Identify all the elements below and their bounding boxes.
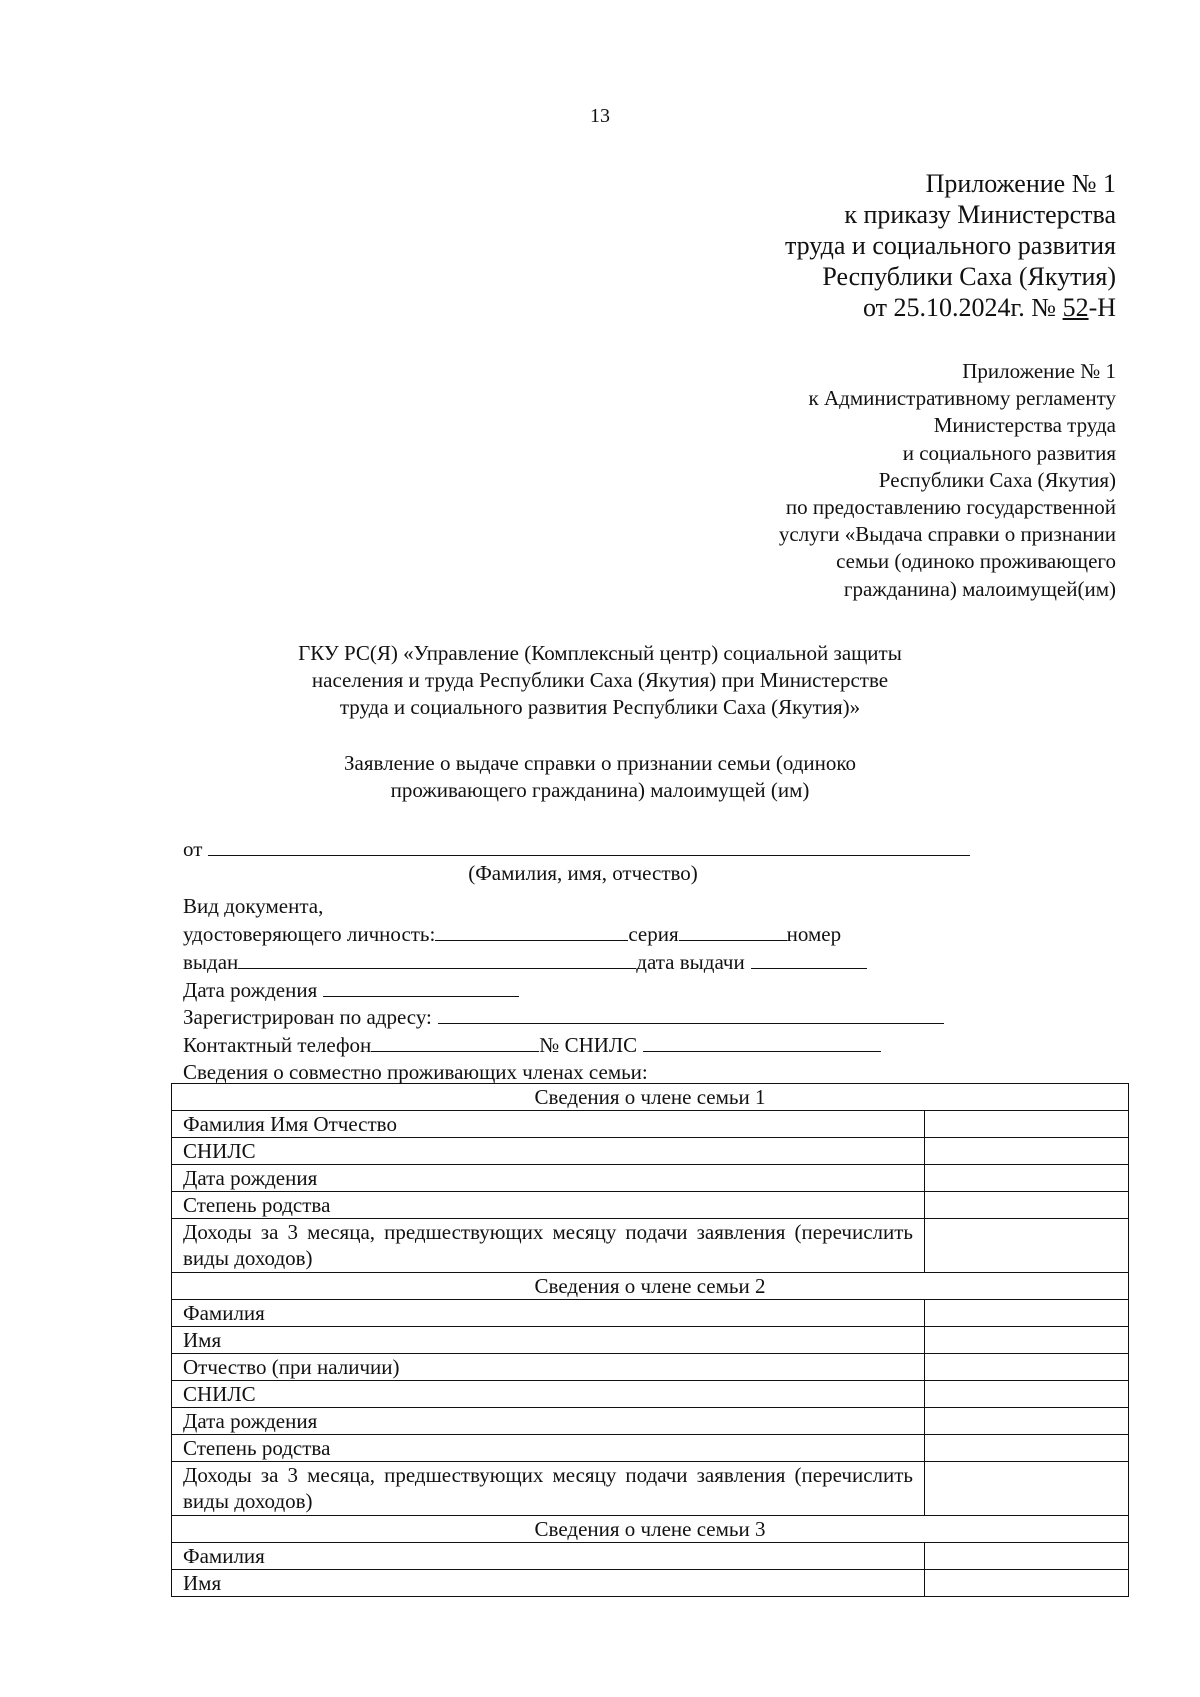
- row-value-cell[interactable]: [925, 1138, 1129, 1165]
- page-number: 13: [590, 105, 610, 127]
- table-row: [172, 1435, 1129, 1462]
- row-value-cell[interactable]: [925, 1435, 1129, 1462]
- appendix-regulation-line: семьи (одиноко проживающего: [836, 549, 1116, 574]
- issued-label: выдан: [183, 950, 239, 974]
- identity-row: [183, 921, 841, 947]
- appendix-order-date-line: [556, 292, 1116, 323]
- table-row: [172, 1111, 1129, 1138]
- row-value-cell[interactable]: [925, 1111, 1129, 1138]
- table-row: [172, 1462, 1129, 1516]
- row-label: Дата рождения: [172, 1408, 925, 1435]
- appendix-order-line: к приказу Министерства: [844, 200, 1116, 229]
- row-value-cell[interactable]: [925, 1408, 1129, 1435]
- row-label: СНИЛС: [172, 1381, 925, 1408]
- application-title: [0, 750, 1200, 804]
- appendix-order-header: [556, 168, 1116, 323]
- table-row: [172, 1138, 1129, 1165]
- appendix-regulation-header: [556, 358, 1116, 603]
- organization-line: ГКУ РС(Я) «Управление (Комплексный центр) социальной защиты: [298, 641, 902, 665]
- address-field[interactable]: [438, 1005, 944, 1024]
- row-value-cell[interactable]: [925, 1165, 1129, 1192]
- row-value-cell[interactable]: [925, 1381, 1129, 1408]
- row-value-cell[interactable]: [925, 1570, 1129, 1597]
- order-suffix: -Н: [1088, 293, 1116, 322]
- row-label: Фамилия Имя Отчество: [172, 1111, 925, 1138]
- appendix-regulation-line: Приложение № 1: [962, 359, 1116, 383]
- row-label: Доходы за 3 месяца, предшествующих месяцу подачи заявления (перечислить виды доходов): [172, 1219, 925, 1273]
- table-row: [172, 1381, 1129, 1408]
- appendix-order-line: труда и социального развития: [784, 231, 1116, 260]
- organization-line: труда и социального развития Республики Саха (Якутия)»: [339, 695, 861, 719]
- birth-date-field[interactable]: [323, 978, 519, 997]
- number-label: номер: [786, 922, 842, 946]
- appendix-regulation-line: Республики Саха (Якутия): [878, 467, 1116, 492]
- table-section-header: [172, 1273, 1129, 1300]
- appendix-regulation-line: Министерства труда: [933, 413, 1116, 438]
- row-label: Фамилия: [172, 1543, 925, 1570]
- series-field[interactable]: [679, 922, 787, 941]
- section-heading: Сведения о члене семьи 3: [172, 1516, 1129, 1543]
- issue-date-field[interactable]: [751, 950, 867, 969]
- appendix-order-line: Приложение № 1: [925, 169, 1116, 198]
- birth-date-label: Дата рождения: [183, 978, 318, 1002]
- appendix-regulation-line: и социального развития: [902, 440, 1116, 465]
- row-label: Фамилия: [172, 1300, 925, 1327]
- birth-date-row: [183, 977, 519, 1003]
- row-label: Степень родства: [172, 1192, 925, 1219]
- row-label: Степень родства: [172, 1435, 925, 1462]
- table-row: [172, 1192, 1129, 1219]
- phone-field[interactable]: [371, 1033, 539, 1052]
- from-label: от: [183, 837, 203, 861]
- fio-caption: (Фамилия, имя, отчество): [468, 861, 698, 885]
- row-label: СНИЛС: [172, 1138, 925, 1165]
- section-heading: Сведения о члене семьи 1: [172, 1084, 1129, 1111]
- row-value-cell[interactable]: [925, 1192, 1129, 1219]
- row-value-cell[interactable]: [925, 1543, 1129, 1570]
- title-line: Заявление о выдаче справки о признании семьи (одиноко: [343, 751, 857, 775]
- title-line: проживающего гражданина) малоимущей (им): [390, 778, 810, 802]
- issue-date-label: дата выдачи: [636, 950, 745, 974]
- address-label: Зарегистрирован по адресу:: [183, 1005, 432, 1029]
- appendix-regulation-line: к Административному регламенту: [808, 386, 1116, 411]
- row-value-cell[interactable]: [925, 1219, 1129, 1273]
- table-row: [172, 1300, 1129, 1327]
- row-value-cell[interactable]: [925, 1300, 1129, 1327]
- appendix-regulation-line: услуги «Выдача справки о признании: [778, 522, 1116, 547]
- phone-row: [183, 1032, 881, 1058]
- row-value-cell[interactable]: [925, 1354, 1129, 1381]
- phone-label: Контактный телефон: [183, 1033, 372, 1057]
- order-date: от 25.10.2024г. №: [863, 293, 1063, 322]
- organization-name: [0, 640, 1200, 721]
- row-value-cell[interactable]: [925, 1462, 1129, 1516]
- identity-label: удостоверяющего личность:: [183, 922, 436, 946]
- table-row: [172, 1408, 1129, 1435]
- members-label: Сведения о совместно проживающих членах семьи:: [183, 1060, 648, 1084]
- row-value-cell[interactable]: [925, 1327, 1129, 1354]
- issued-by-field[interactable]: [238, 950, 636, 969]
- table-row: [172, 1219, 1129, 1273]
- section-heading: Сведения о члене семьи 2: [172, 1273, 1129, 1300]
- issued-row: [183, 949, 867, 975]
- from-row: [183, 836, 970, 862]
- table-row: [172, 1543, 1129, 1570]
- table-row: [172, 1570, 1129, 1597]
- appendix-regulation-line: гражданина) малоимущей(им): [843, 576, 1116, 601]
- row-label: Дата рождения: [172, 1165, 925, 1192]
- address-row: [183, 1004, 944, 1030]
- appendix-order-line: Республики Саха (Якутия): [822, 262, 1116, 291]
- identity-doc-field[interactable]: [435, 922, 628, 941]
- series-label: серия: [628, 922, 679, 946]
- row-label: Имя: [172, 1570, 925, 1597]
- snils-field[interactable]: [643, 1033, 881, 1052]
- table-row: [172, 1354, 1129, 1381]
- members-row: [183, 1059, 648, 1085]
- fio-field[interactable]: [208, 837, 970, 856]
- doc-type-row: [183, 893, 323, 919]
- table-row: [172, 1165, 1129, 1192]
- row-label: Отчество (при наличии): [172, 1354, 925, 1381]
- appendix-regulation-line: по предоставлению государственной: [785, 495, 1116, 520]
- organization-line: населения и труда Республики Саха (Якутия) при Министерстве: [311, 668, 889, 692]
- table-section-header: [172, 1084, 1129, 1111]
- row-label: Доходы за 3 месяца, предшествующих месяцу подачи заявления (перечислить виды доходов): [172, 1462, 925, 1516]
- table-row: [172, 1327, 1129, 1354]
- row-label: Имя: [172, 1327, 925, 1354]
- table-section-header: [172, 1516, 1129, 1543]
- family-members-table: [171, 1083, 1129, 1597]
- snils-label: № СНИЛС: [539, 1033, 638, 1057]
- order-number: 52: [1062, 293, 1089, 322]
- doc-type-label: Вид документа,: [183, 894, 324, 918]
